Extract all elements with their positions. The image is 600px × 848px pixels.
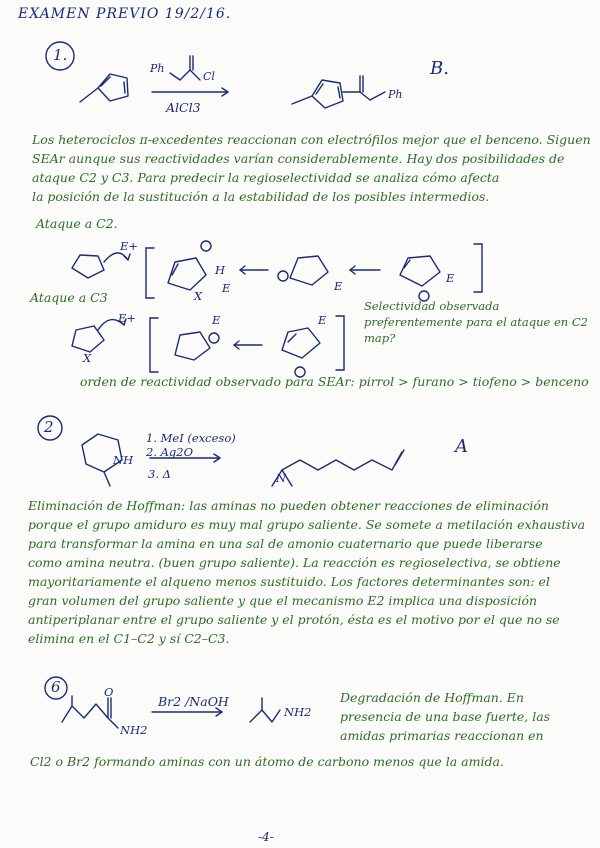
q1-product-ph: Ph (388, 88, 403, 101)
q2-explanation-line: porque el grupo amiduro es muy mal grupo saliente. Se somete a metilación exhaustiva (28, 517, 586, 532)
q2-step-1: 1. MeI (exceso) (146, 431, 236, 445)
q1-reagent-ph: Ph (150, 62, 165, 75)
q1-reagent-structure (170, 56, 200, 80)
q1-explanation-line: ataque C2 y C3. Para predecir la regioselectividad se analiza cómo afecta (32, 170, 500, 185)
c2-e-atom: E (222, 281, 231, 295)
selectivity-note: Selectividad observada preferentemente para el ataque en C2 map? (364, 299, 588, 345)
q1-explanation (32, 130, 592, 206)
q6-reactant-structure (62, 696, 118, 728)
q2-answer-label: A (455, 436, 468, 457)
q2-explanation-line: mayoritariamente el alqueno menos sustituido. Los factores determinantes son: el (28, 574, 550, 589)
q6-bottom-line: Cl2 o Br2 formando aminas con un átomo de carbono menos que la amida. (30, 754, 504, 769)
q1-number: 1. (53, 46, 68, 64)
c2-h-atom: H (215, 263, 226, 277)
c2b-e-atom: E (334, 279, 343, 293)
attack-c2-label: Ataque a C2. (36, 216, 118, 231)
q6-right-note (340, 688, 590, 745)
q6-nh2-left: NH2 (120, 723, 148, 737)
q2-step-3: 3. Δ (148, 467, 171, 481)
q2-explanation-line: elimina en el C1–C2 y sí C2–C3. (28, 631, 230, 646)
attack-c3-label: Ataque a C3 (30, 290, 108, 305)
q2-n-label: N (276, 471, 287, 485)
q6-product-structure (250, 698, 280, 722)
q6-note-line: amidas primarias reaccionan en (340, 728, 544, 743)
c2-electrophile: E+ (120, 239, 139, 253)
c3-x-atom: X (83, 351, 92, 365)
c2c-e-atom: E (446, 271, 455, 285)
exam-title: EXAMEN PREVIO 19/2/16. (18, 6, 232, 22)
page-number: -4- (258, 830, 274, 844)
q2-product-structure (272, 450, 404, 486)
q6-o-label: O (104, 685, 114, 699)
q2-explanation-line: antiperiplanar entre el grupo saliente y el protón, ésta es el motivo por el que no se (28, 612, 560, 627)
q1-product-structure (292, 76, 385, 108)
attack-c3-scheme (72, 316, 344, 377)
q1-explanation-line: la posición de la sustitución a la estabilidad de los posibles intermedios. (32, 189, 490, 204)
q2-explanation-line: gran volumen del grupo saliente y que el mecanismo E2 implica una disposición (28, 593, 538, 608)
q6-nh2-right: NH2 (284, 705, 312, 719)
c2-x-atom: X (194, 289, 203, 303)
c3-e-atom: E (212, 313, 221, 327)
c3-electrophile: E+ (118, 311, 137, 325)
q2-explanation-line: Eliminación de Hoffman: las aminas no pueden obtener reacciones de eliminación (28, 498, 549, 513)
q1-explanation-line: SEAr aunque sus reactividades varían considerablemente. Hay dos posibilidades de (32, 151, 565, 166)
c3b-e-atom: E (318, 313, 327, 327)
q2-nh-label: NH (113, 453, 134, 467)
q6-number: 6 (51, 678, 61, 696)
q2-explanation-line: como amina neutra. (buen grupo saliente). La reacción es regioselectiva, se obtiene (28, 555, 561, 570)
q6-note-line: Degradación de Hoffman. En (340, 690, 524, 705)
q1-reagent-cl: Cl (203, 70, 215, 83)
q1-reactant-structure (80, 74, 128, 102)
q2-explanation-line: para transformar la amina en una sal de amonio cuaternario que puede liberarse (28, 536, 543, 551)
q2-step-2: 2. Ag2O (146, 445, 194, 459)
reactivity-order: orden de reactividad observado para SEAr: pirrol > furano > tiofeno > benceno (80, 374, 589, 389)
q2-explanation (28, 496, 594, 648)
q6-note-line: presencia de una base fuerte, las (340, 709, 551, 724)
q6-reagent: Br2 /NaOH (158, 694, 229, 709)
q1-catalyst: AlCl3 (166, 100, 201, 115)
q1-answer-label: B. (430, 58, 449, 79)
q1-explanation-line: Los heterociclos π-excedentes reaccionan con electrófilos mejor que el benceno. Siguen (32, 132, 591, 147)
q2-number: 2 (44, 418, 54, 436)
